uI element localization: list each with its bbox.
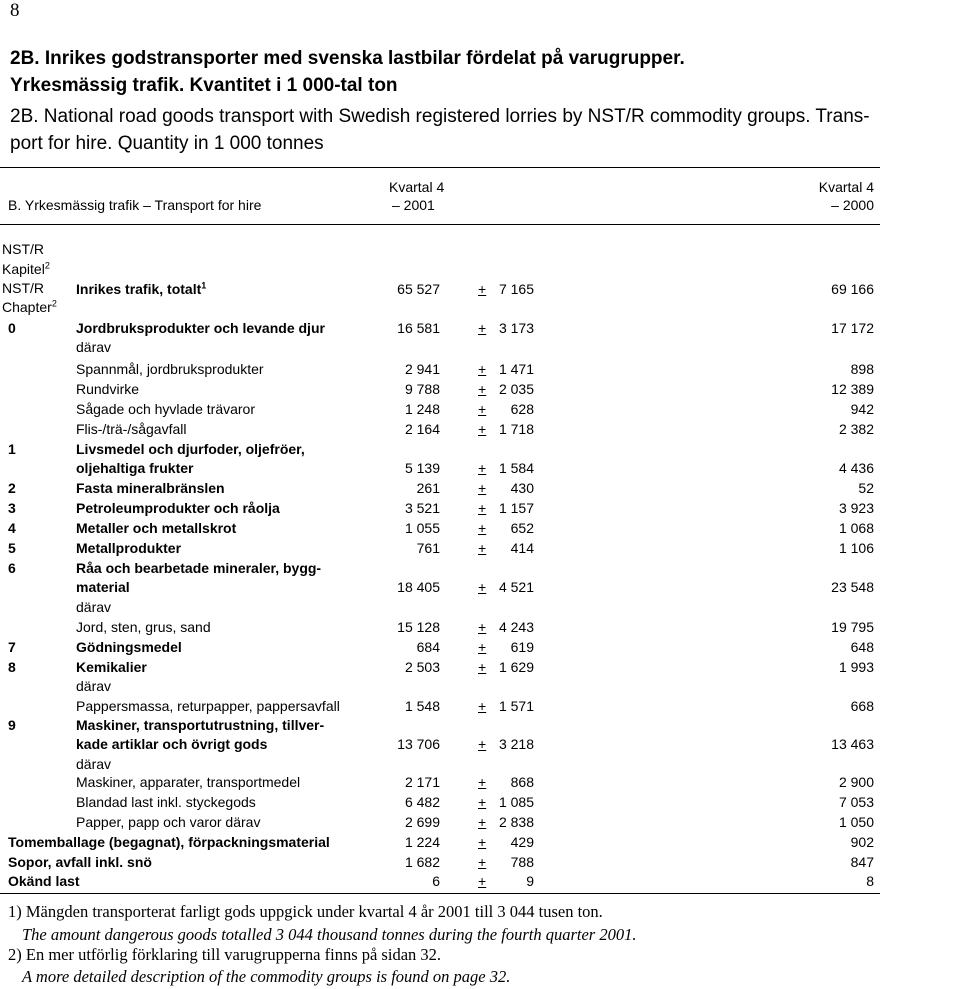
row-label bbox=[76, 736, 267, 752]
row-label bbox=[76, 560, 321, 576]
change-value: 4 521 bbox=[498, 579, 534, 595]
table-row bbox=[0, 520, 880, 540]
value-2001: 18 405 bbox=[397, 579, 440, 595]
footnote-2-english: A more detailed description of the commodity groups is found on page 32. bbox=[22, 967, 511, 986]
row-label bbox=[76, 756, 111, 772]
row-label bbox=[76, 520, 236, 536]
table-row bbox=[0, 500, 880, 520]
value-2000: 942 bbox=[850, 401, 874, 417]
header-bottom-rule bbox=[0, 224, 880, 225]
row-label bbox=[76, 579, 130, 595]
title-swedish-line-2: Yrkesmässig trafik. Kvantitet i 1 000-tal ton bbox=[10, 75, 398, 96]
change-sign: + bbox=[478, 619, 487, 635]
value-2001: 261 bbox=[416, 480, 440, 496]
value-2001: 2 171 bbox=[404, 774, 440, 790]
row-label-text: Blandad last inkl. styckegods bbox=[76, 794, 256, 810]
value-2000: 52 bbox=[858, 480, 874, 496]
row-label-text: därav bbox=[76, 339, 112, 355]
change-value: 1 629 bbox=[498, 659, 534, 675]
change-sign: + bbox=[478, 401, 487, 417]
value-2000: 902 bbox=[850, 834, 874, 850]
change-value: 2 838 bbox=[498, 814, 534, 830]
change-sign: + bbox=[478, 480, 487, 496]
value-2000: 7 053 bbox=[838, 794, 874, 810]
chapter-label: Chapter$^2$ bbox=[2, 298, 57, 315]
row-label-text: Jord, sten, grus, sand bbox=[76, 619, 211, 635]
value-2000: 1 106 bbox=[838, 540, 874, 556]
table-row bbox=[0, 599, 880, 619]
change-sign: + bbox=[478, 639, 487, 655]
value-2001: 761 bbox=[416, 540, 440, 556]
value-2000: 69 166 bbox=[831, 281, 874, 297]
footnote-1-swedish: 1) Mängden transporterat farligt gods uppgick under kvartal 4 år 2001 till 3 044 tusen ton. bbox=[8, 902, 603, 921]
value-2001: 15 128 bbox=[397, 619, 440, 635]
value-2000: 3 923 bbox=[838, 500, 874, 516]
value-2001: 1 055 bbox=[404, 520, 440, 536]
row-label-text: därav bbox=[76, 756, 112, 772]
value-2001: 2 164 bbox=[404, 421, 440, 437]
value-2000: 847 bbox=[850, 854, 874, 870]
value-2000: 2 382 bbox=[838, 421, 874, 437]
value-2001: 3 521 bbox=[404, 500, 440, 516]
row-label-text: Spannmål, jordbruksprodukter bbox=[76, 361, 264, 377]
row-label-text: Sågade och hyvlade trävaror bbox=[76, 401, 255, 417]
col-2000-heading-line2: – 2000 bbox=[831, 197, 874, 213]
section-heading: B. Yrkesmässig trafik – Transport for hire bbox=[8, 197, 262, 213]
row-label bbox=[76, 381, 139, 397]
table-row bbox=[0, 421, 880, 441]
row-code: 7 bbox=[8, 639, 16, 655]
row-label-text: Maskiner, transportutrustning, tillver- bbox=[76, 717, 325, 733]
table-row bbox=[0, 361, 880, 381]
row-code: 8 bbox=[8, 659, 16, 675]
row-label bbox=[76, 421, 186, 437]
change-sign: + bbox=[478, 421, 487, 437]
row-code: 2 bbox=[8, 480, 16, 496]
change-sign: + bbox=[478, 698, 487, 714]
row-code: 5 bbox=[8, 540, 16, 556]
value-2000: 8 bbox=[866, 873, 874, 889]
change-sign: + bbox=[478, 281, 487, 297]
table-row bbox=[0, 774, 880, 794]
table-row bbox=[0, 834, 880, 854]
row-code: 3 bbox=[8, 500, 16, 516]
change-sign: + bbox=[478, 736, 487, 752]
value-2000: 648 bbox=[850, 639, 874, 655]
row-label-text: Sopor, avfall inkl. snö bbox=[8, 854, 152, 870]
title-swedish-line-1: 2B. Inrikes godstransporter med svenska lastbilar fördelat på varugrupper. bbox=[10, 48, 685, 69]
row-label bbox=[76, 814, 260, 830]
table-row bbox=[0, 659, 880, 679]
row-label-text: Pappersmassa, returpapper, pappersavfall bbox=[76, 698, 340, 714]
row-label bbox=[76, 500, 280, 516]
row-label bbox=[76, 281, 206, 297]
table-row bbox=[0, 339, 880, 359]
row-label-text: Tomemballage (begagnat), förpackningsmaterial bbox=[8, 834, 330, 850]
row-label-text: Kemikalier bbox=[76, 659, 147, 675]
change-sign: + bbox=[478, 814, 487, 830]
table-row bbox=[0, 460, 880, 480]
row-label bbox=[76, 717, 324, 733]
value-2000: 1 993 bbox=[838, 659, 874, 675]
row-label bbox=[76, 678, 111, 694]
change-value: 3 218 bbox=[498, 736, 534, 752]
value-2000: 2 900 bbox=[838, 774, 874, 790]
value-2000: 17 172 bbox=[831, 320, 874, 336]
value-2000: 19 795 bbox=[831, 619, 874, 635]
col-2000-heading-line1: Kvartal 4 bbox=[818, 179, 874, 195]
row-code: 9 bbox=[8, 717, 16, 733]
row-label bbox=[76, 540, 181, 556]
table-bottom-rule bbox=[0, 893, 880, 894]
change-value: 1 471 bbox=[498, 361, 534, 377]
row-label bbox=[76, 441, 305, 457]
change-value: 1 085 bbox=[498, 794, 534, 810]
change-sign: + bbox=[478, 873, 487, 889]
table-row bbox=[0, 678, 880, 698]
table-row bbox=[0, 560, 880, 580]
table-row bbox=[0, 579, 880, 599]
row-label bbox=[76, 460, 193, 476]
row-label bbox=[8, 834, 330, 850]
table-row bbox=[0, 281, 880, 301]
value-2000: 1 050 bbox=[838, 814, 874, 830]
value-2001: 1 248 bbox=[404, 401, 440, 417]
table-row bbox=[0, 854, 880, 874]
change-value: 9 bbox=[526, 873, 534, 889]
kapitel-label: Kapitel$^2$ bbox=[2, 260, 50, 277]
row-label bbox=[76, 659, 147, 675]
row-label-text: Papper, papp och varor därav bbox=[76, 814, 261, 830]
header-top-rule bbox=[0, 167, 880, 168]
table-row bbox=[0, 873, 880, 893]
table-row bbox=[0, 540, 880, 560]
row-code: 1 bbox=[8, 441, 16, 457]
row-label bbox=[76, 774, 300, 790]
value-2001: 2 503 bbox=[404, 659, 440, 675]
footnote-1-english: The amount dangerous goods totalled 3 044 thousand tonnes during the fourth quarter 2001. bbox=[22, 925, 637, 944]
change-value: 1 571 bbox=[498, 698, 534, 714]
row-label bbox=[8, 854, 152, 870]
table-row bbox=[0, 698, 880, 718]
table-row bbox=[0, 639, 880, 659]
value-2001: 9 788 bbox=[404, 381, 440, 397]
row-label-text: därav bbox=[76, 599, 112, 615]
row-label-text: Metallprodukter bbox=[76, 540, 182, 556]
value-2001: 1 224 bbox=[404, 834, 440, 850]
table-row bbox=[0, 756, 880, 776]
col-2001-heading-line2: – 2001 bbox=[392, 197, 435, 213]
value-2001: 1 682 bbox=[404, 854, 440, 870]
change-value: 3 173 bbox=[498, 320, 534, 336]
row-label-text: material bbox=[76, 579, 130, 595]
row-label bbox=[76, 794, 256, 810]
value-2001: 65 527 bbox=[397, 281, 440, 297]
footnote-ref: 1 bbox=[201, 280, 207, 291]
footnote-2-swedish: 2) En mer utförlig förklaring till varugrupperna finns på sidan 32. bbox=[8, 945, 442, 964]
value-2001: 684 bbox=[416, 639, 440, 655]
change-value: 868 bbox=[510, 774, 534, 790]
change-value: 7 165 bbox=[498, 281, 534, 297]
row-label-text: därav bbox=[76, 678, 112, 694]
value-2000: 23 548 bbox=[831, 579, 874, 595]
col-2001-heading-line1: Kvartal 4 bbox=[389, 179, 445, 195]
row-label-text: Gödningsmedel bbox=[76, 639, 182, 655]
row-code: 6 bbox=[8, 560, 16, 576]
table-row bbox=[0, 441, 880, 461]
row-code: 0 bbox=[8, 320, 16, 336]
change-value: 429 bbox=[510, 834, 534, 850]
change-value: 1 157 bbox=[498, 500, 534, 516]
row-label-text: Inrikes trafik, totalt bbox=[76, 281, 202, 297]
change-sign: + bbox=[478, 774, 487, 790]
value-2000: 12 389 bbox=[831, 381, 874, 397]
change-sign: + bbox=[478, 579, 487, 595]
change-sign: + bbox=[478, 540, 487, 556]
row-label bbox=[76, 698, 340, 714]
row-label-text: Jordbruksprodukter och levande djur bbox=[76, 320, 325, 336]
table-row bbox=[0, 401, 880, 421]
change-sign: + bbox=[478, 854, 487, 870]
change-sign: + bbox=[478, 460, 487, 476]
row-label-text: Fasta mineralbränslen bbox=[76, 480, 225, 496]
value-2000: 13 463 bbox=[831, 736, 874, 752]
row-label-text: Petroleumprodukter och råolja bbox=[76, 500, 280, 516]
value-2001: 2 699 bbox=[404, 814, 440, 830]
change-sign: + bbox=[478, 520, 487, 536]
table-row bbox=[0, 320, 880, 340]
row-label-text: Råa och bearbetade mineraler, bygg- bbox=[76, 560, 322, 576]
change-sign: + bbox=[478, 794, 487, 810]
value-2001: 5 139 bbox=[404, 460, 440, 476]
row-label bbox=[76, 339, 111, 355]
table-row bbox=[0, 619, 880, 639]
row-label bbox=[76, 361, 264, 377]
value-2000: 4 436 bbox=[838, 460, 874, 476]
row-label-text: Rundvirke bbox=[76, 381, 140, 397]
page-number: 8 bbox=[10, 0, 20, 21]
table-row bbox=[0, 794, 880, 814]
change-sign: + bbox=[478, 659, 487, 675]
value-2000: 898 bbox=[850, 361, 874, 377]
row-label bbox=[76, 401, 255, 417]
table-row bbox=[0, 814, 880, 834]
nst-label-b: NST/R bbox=[2, 280, 44, 296]
change-value: 2 035 bbox=[498, 381, 534, 397]
change-value: 619 bbox=[510, 639, 534, 655]
title-english-line-1: 2B. National road goods transport with Swedish registered lorries by NST/R commodity groups. Trans- bbox=[10, 106, 870, 127]
table-row bbox=[0, 381, 880, 401]
row-label-text: kade artiklar och övrigt gods bbox=[76, 736, 268, 752]
row-label bbox=[76, 639, 182, 655]
row-label-text: Okänd last bbox=[8, 873, 80, 889]
value-2000: 1 068 bbox=[838, 520, 874, 536]
table-row bbox=[0, 480, 880, 500]
value-2000: 668 bbox=[850, 698, 874, 714]
change-value: 4 243 bbox=[498, 619, 534, 635]
row-label-text: Livsmedel och djurfoder, oljefröer, bbox=[76, 441, 305, 457]
change-value: 1 584 bbox=[498, 460, 534, 476]
change-sign: + bbox=[478, 381, 487, 397]
row-label-text: oljehaltiga frukter bbox=[76, 460, 194, 476]
row-label bbox=[76, 599, 111, 615]
change-value: 788 bbox=[510, 854, 534, 870]
row-label bbox=[8, 873, 80, 889]
change-sign: + bbox=[478, 361, 487, 377]
row-label-text: Flis-/trä-/sågavfall bbox=[76, 421, 187, 437]
change-sign: + bbox=[478, 834, 487, 850]
row-label-text: Maskiner, apparater, transportmedel bbox=[76, 774, 301, 790]
row-label bbox=[76, 320, 325, 336]
nst-label-a: NST/R bbox=[2, 241, 44, 257]
value-2001: 16 581 bbox=[397, 320, 440, 336]
row-label-text: Metaller och metallskrot bbox=[76, 520, 237, 536]
change-sign: + bbox=[478, 500, 487, 516]
change-value: 628 bbox=[510, 401, 534, 417]
value-2001: 1 548 bbox=[404, 698, 440, 714]
table-row bbox=[0, 717, 880, 737]
value-2001: 2 941 bbox=[404, 361, 440, 377]
change-value: 652 bbox=[510, 520, 534, 536]
row-code: 4 bbox=[8, 520, 16, 536]
row-label bbox=[76, 619, 211, 635]
change-value: 414 bbox=[510, 540, 534, 556]
change-value: 1 718 bbox=[498, 421, 534, 437]
title-english-line-2: port for hire. Quantity in 1 000 tonnes bbox=[10, 133, 324, 154]
value-2001: 13 706 bbox=[397, 736, 440, 752]
row-label bbox=[76, 480, 225, 496]
value-2001: 6 482 bbox=[404, 794, 440, 810]
table-row bbox=[0, 736, 880, 756]
change-sign: + bbox=[478, 320, 487, 336]
value-2001: 6 bbox=[432, 873, 440, 889]
change-value: 430 bbox=[510, 480, 534, 496]
